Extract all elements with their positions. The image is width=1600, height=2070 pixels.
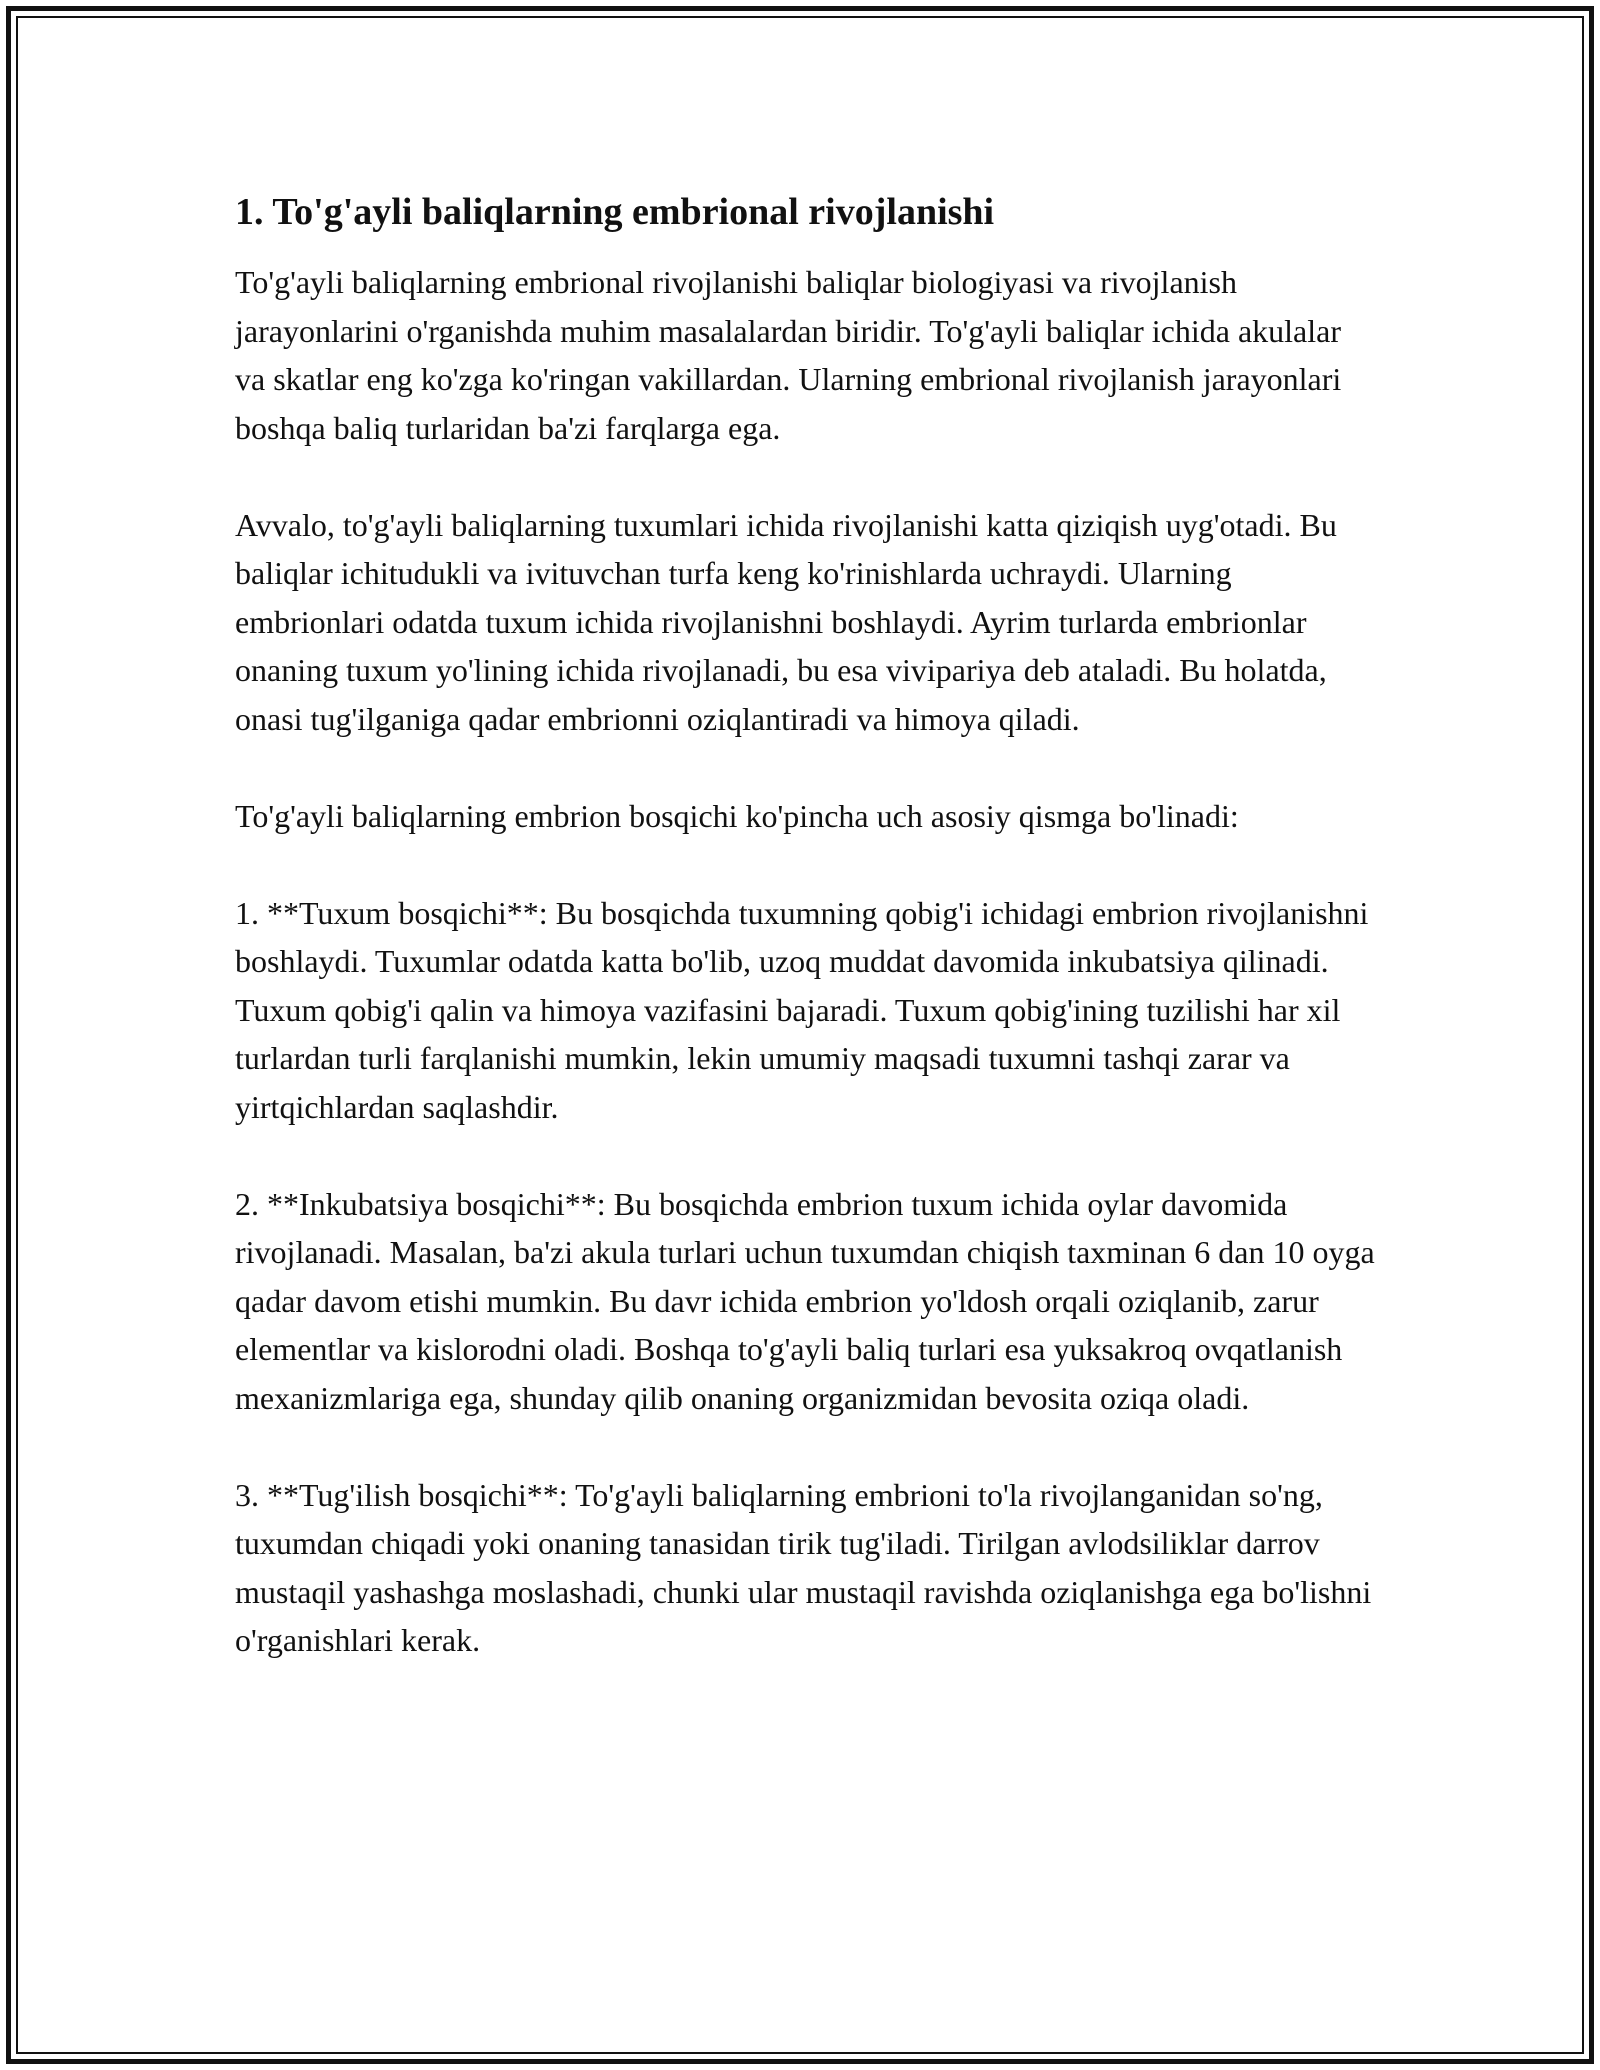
paragraph-development: Avvalo, to'g'ayli baliqlarning tuxumlari ichida rivojlanishi katta qiziqish uyg'otadi. Bu baliqlar ichitudukli va ivituvchan turfa keng ko'rinishlarda uchraydi. Ularning embrionlari odatda tuxum ichida rivojlanishni boshlaydi. Ayrim turlarda embrionlar onaning tuxum yo'lining ichida rivojlanadi, bu esa vivipariya deb ataladi. Bu holatda, onasi tug'ilganiga qadar embrionni oziqlantiradi va himoya qiladi.	[235, 506, 1337, 737]
paragraph-intro: To'g'ayli baliqlarning embrional rivojlanishi baliqlar biologiyasi va rivojlanish jarayonlarini o'rganishda muhim masalalardan biridir. To'g'ayli baliqlar ichida akulalar va skatlar eng ko'zga ko'ringan vakillardan. Ularning embrional rivojlanish jarayonlari boshqa baliq turlaridan ba'zi farqlarga ega.	[235, 264, 1342, 446]
paragraph-stage-birth: 3. **Tug'ilish bosqichi**: To'g'ayli baliqlarning embrioni to'la rivojlanganidan so'ng, tuxumdan chiqadi yoki onaning tanasidan tirik tug'iladi. Tirilgan avlodsiliklar darrov mustaqil yashashga moslashadi, chunki ular mustaqil ravishda oziqlanishga ega bo'lishni o'rganishlari kerak.	[235, 1476, 1372, 1658]
document-title: 1. To'g'ayli baliqlarning embrional rivojlanishi	[235, 191, 995, 233]
paragraph-stage-incubation: 2. **Inkubatsiya bosqichi**: Bu bosqichda embrion tuxum ichida oylar davomida rivojlanadi. Masalan, ba'zi akula turlari uchun tuxumdan chiqish taxminan 6 dan 10 oyga qadar davom etishi mumkin. Bu davr ichida embrion yo'ldosh orqali oziqlanib, zarur elementlar va kislorodni oladi. Boshqa to'g'ayli baliq turlari esa yuksakroq ovqatlanish mexanizmlariga ega, shunday qilib onaning organizmidan bevosita oziqa oladi.	[235, 1185, 1375, 1416]
document-body	[235, 186, 1375, 1665]
paragraph-stage-egg: 1. **Tuxum bosqichi**: Bu bosqichda tuxumning qobig'i ichidagi embrion rivojlanishni boshlaydi. Tuxumlar odatda katta bo'lib, uzoq muddat davomida inkubatsiya qilinadi. Tuxum qobig'i qalin va himoya vazifasini bajaradi. Tuxum qobig'ining tuzilishi har xil turlardan turli farqlanishi mumkin, lekin umumiy maqsadi tuxumni tashqi zarar va yirtqichlardan saqlashdir.	[235, 894, 1369, 1125]
paragraph-stages-intro: To'g'ayli baliqlarning embrion bosqichi ko'pincha uch asosiy qismga bo'linadi:	[235, 797, 1239, 834]
